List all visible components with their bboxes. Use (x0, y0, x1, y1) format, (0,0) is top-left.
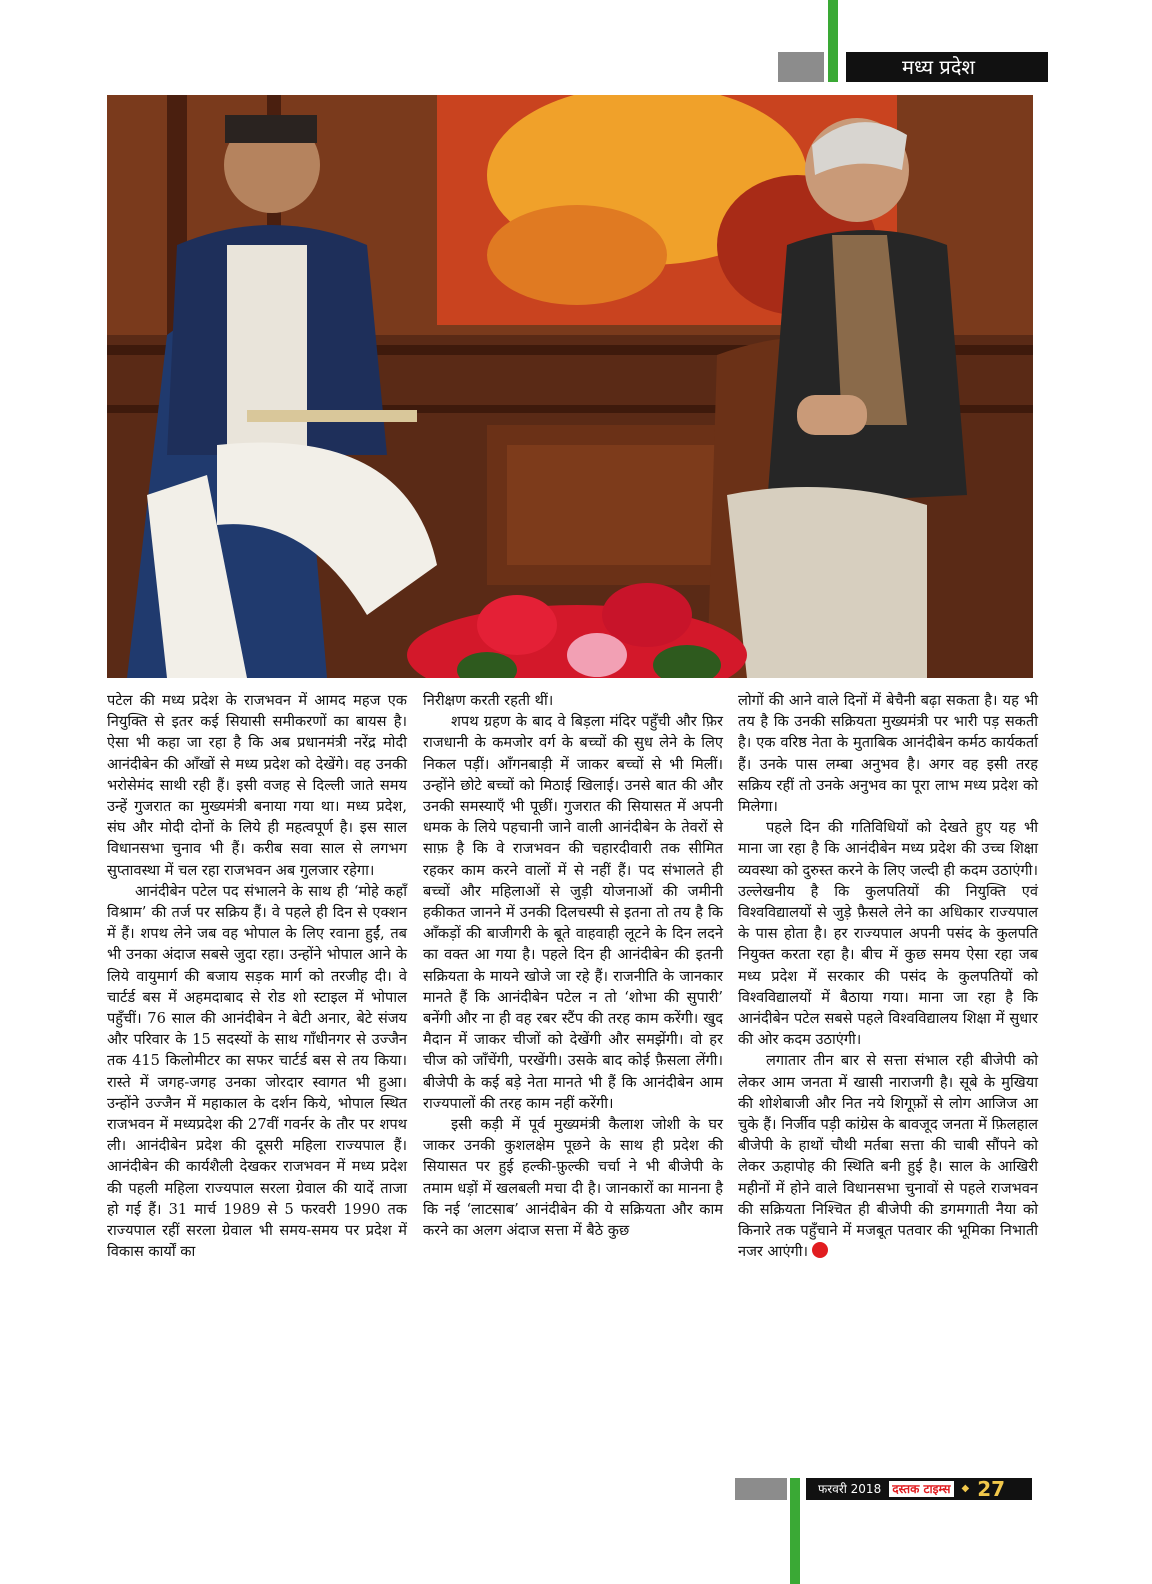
end-mark-icon (812, 1242, 828, 1258)
paragraph: आनंदीबेन पटेल पद संभालने के साथ ही ‘मोहे कहाँ विश्राम’ की तर्ज पर सक्रिय हैं। वे पहले ही दिन से एक्शन में हैं। शपथ लेने जब वह भोपाल के लिए रवाना हुईं, तब भी उनका अंदाज सबसे जुदा रहा। उन्होंने भोपाल आने के लिये वायुमार्ग की बजाय सड़क मार्ग को तरजीह दी। वे चार्टर्ड बस में अहमदाबाद से रोड शो स्टाइल में भोपाल पहुँचीं। 76 साल की आनंदीबेन ने बेटी अनार, बेटे संजय और परिवार के 15 सदस्यों के साथ गाँधीनगर से उज्जैन तक 415 किलोमीटर का सफर चार्टर्ड बस से तय किया। रास्ते में जगह-जगह उनका जोरदार स्वागत भी हुआ। उन्होंने उज्जैन में महाकाल के दर्शन किये, भोपाल स्थित राजभवन में मध्यप्रदेश की 27वीं गवर्नर के तौर पर शपथ ली। आनंदीबेन प्रदेश की दूसरी महिला राज्यपाल हैं। आनंदीबेन की कार्यशैली देखकर राजभवन में मध्य प्रदेश की पहली महिला राज्यपाल सरला ग्रेवाल की यादें ताजा हो गई हैं। 31 मार्च 1989 से 5 फरवरी 1990 तक राज्यपाल रहीं सरला ग्रेवाल भी समय-समय पर प्रदेश में विकास कार्यों का (107, 882, 407, 1261)
footer-gray-block (735, 1478, 787, 1500)
paragraph: पटेल की मध्य प्रदेश के राजभवन में आमद महज एक नियुक्ति से इतर कई सियासी समीकरणों का बायस है। ऐसा भी कहा जा रहा है कि अब प्रधानमंत्री नरेंद्र मोदी आनंदीबेन की आँखों से मध्य प्रदेश को देखेंगे। वह उनकी भरोसेमंद साथी रही हैं। इसी वजह से दिल्ली जाते समय उन्हें गुजरात का मुख्यमंत्री बनाया गया था। मध्य प्रदेश, संघ और मोदी दोनों के लिये ही महत्वपूर्ण है। इस साल विधानसभा चुनाव भी हैं। करीब सवा साल से लगभग सुप्तावस्था में चल रहा राजभवन अब गुलजार रहेगा। (107, 692, 407, 879)
issue-date: फरवरी 2018 (818, 1482, 882, 1496)
paragraph: लोगों की आने वाले दिनों में बेचैनी बढ़ा सकता है। यह भी तय है कि उनकी सक्रियता मुख्यमंत्री पर भारी पड़ सकती है। एक वरिष्ठ नेता के मुताबिक आनंदीबेन कर्मठ कार्यकर्ता हैं। उनके पास लम्बा अनुभव है। अगर वह इसी तरह सक्रिय रहीं तो उनके अनुभव का पूरा लाभ मध्य प्रदेश को मिलेगा। (738, 692, 1038, 816)
paragraph: शपथ ग्रहण के बाद वे बिड़ला मंदिर पहुँची और फ़िर राजधानी के कमजोर वर्ग के बच्चों की सुध लेने के लिए निकल पड़ीं। आँगनबाड़ी में जाकर बच्चों से भी मिलीं। उन्होंने छोटे बच्चों को मिठाई खिलाई। उनसे बात की और उनकी समस्याएँ भी पूछीं। गुजरात की सियासत में अपनी धमक के लिये पहचानी जाने वाली आनंदीबेन के तेवरों से साफ़ है कि वे राजभवन की चहारदीवारी तक सीमित रहकर काम करने वालों में से नहीं हैं। पद संभालते ही बच्चों और महिलाओं से जुड़ी योजनाओं की जमीनी हकीकत जानने में उनकी दिलचस्पी से इतना तो तय है कि आँकड़ों की बाजीगरी के बूते वाहवाही लूटने के दिन लदने का वक्त आ गया है। पहले दिन ही आनंदीबेन की इतनी सक्रियता के मायने खोजे जा रहे हैं। राजनीति के जानकार मानते हैं कि आनंदीबेन पटेल न तो ‘शोभा की सुपारी’ बनेंगी और ना ही वह रबर स्टैंप की तरह काम करेंगी। खुद मैदान में जाकर चीजों को देखेंगी और समझेंगी। वो हर चीज को जाँचेंगी, परखेंगी। उसके बाद कोई फ़ैसला लेंगी। बीजेपी के कई बड़े नेता मानते भी हैं कि आनंदीबेन आम राज्यपालों की तरह काम नहीं करेंगी। (423, 713, 723, 1112)
green-accent-bar-bottom (790, 1478, 800, 1584)
header-gray-block (778, 52, 824, 82)
page-footer (806, 1478, 1032, 1500)
paragraph: इसी कड़ी में पूर्व मुख्यमंत्री कैलाश जोशी के घर जाकर उनकी कुशलक्षेम पूछने के साथ ही प्रदेश की सियासत पर हुई हल्की-फ़ुल्की चर्चा ने भी बीजेपी के तमाम धड़ों में खलबली मचा दी है। जानकारों का मानना है कि नई ‘लाटसाब’ आनंदीबेन की ये सक्रियता और काम करने का अलग अंदाज सत्ता में बैठे कुछ (423, 1116, 723, 1240)
paragraph: निरीक्षण करती रहती थीं। (423, 692, 554, 709)
diamond-icon: ◆ (961, 1483, 970, 1494)
paragraph-last (738, 1050, 1038, 1262)
article-column-3 (738, 690, 1038, 1262)
article-column-1 (107, 690, 407, 1262)
article-column-2 (423, 690, 723, 1241)
photo-illustration (107, 95, 1033, 678)
page-number: 27 (977, 1477, 1006, 1501)
paragraph-text: लगातार तीन बार से सत्ता संभाल रही बीजेपी को लेकर आम जनता में खासी नाराजगी है। सूबे के मुखिया की शोशेबाजी और नित नये शिगूफ़ों से लोग आजिज आ चुके हैं। निर्जीव पड़ी कांग्रेस के बावजूद जनता में फ़िलहाल बीजेपी के हाथों चौथी मर्तबा सत्ता की चाबी सौंपने को लेकर ऊहापोह की स्थिति बनी हुई है। साल के आखिरी महीनों में होने वाले विधानसभा चुनावों से पहले राजभवन की सक्रियता निश्चित ही बीजेपी की डगमगाती नैया को किनारे तक पहुँचाने में मजबूत पतवार की भूमिका निभाती नजर आएंगी। (738, 1052, 1038, 1261)
magazine-logo: दस्तक टाइम्स (889, 1481, 953, 1497)
green-accent-bar-top (828, 0, 838, 82)
section-header: मध्य प्रदेश (846, 52, 1048, 82)
article-photo (107, 95, 1033, 678)
paragraph: पहले दिन की गतिविधियों को देखते हुए यह भी माना जा रहा है कि आनंदीबेन मध्य प्रदेश की उच्च शिक्षा व्यवस्था को दुरुस्त करने के लिए जल्दी ही कदम उठाएंगी। उल्लेखनीय है कि कुलपतियों की नियुक्ति एवं विश्वविद्यालयों से जुड़े फ़ैसले लेने का अधिकार राज्यपाल के पास होता है। हर राज्यपाल अपनी पसंद के कुलपति नियुक्त करता रहा है। बीच में कुछ समय ऐसा रहा जब मध्य प्रदेश में सरकार की पसंद के कुलपतियों को विश्वविद्यालयों में बैठाया गया। माना जा रहा है कि आनंदीबेन पटेल सबसे पहले विश्वविद्यालय शिक्षा में सुधार की ओर कदम उठाएंगी। (738, 819, 1038, 1049)
